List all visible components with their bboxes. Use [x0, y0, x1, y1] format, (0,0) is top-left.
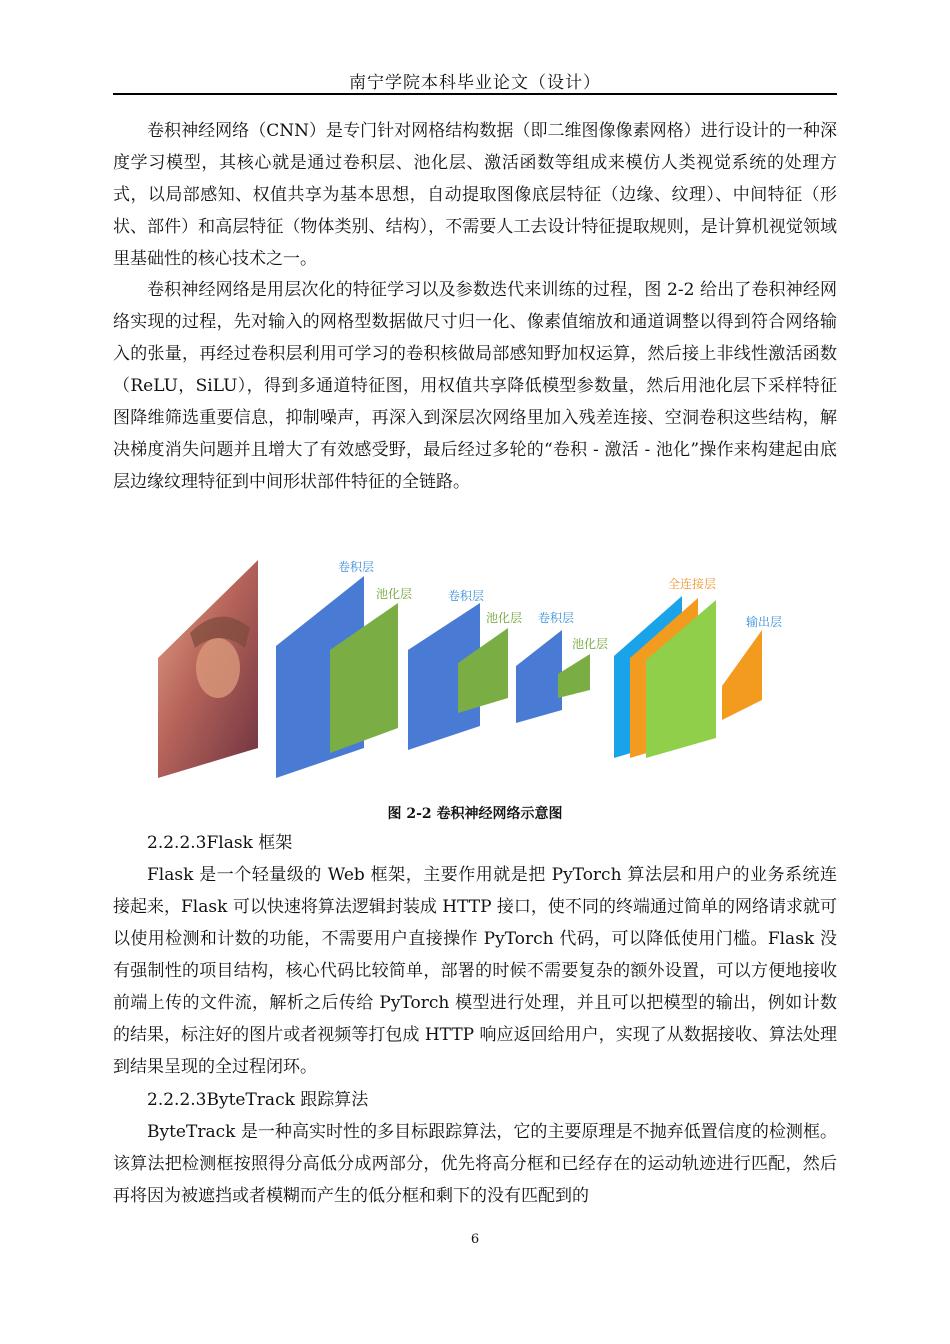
paragraph-bytetrack: ByteTrack 是一种高实时性的多目标跟踪算法，它的主要原理是不抛弃低置信度的检测框。该算法把检测框按照得分高低分成两部分，优先将高分框和已经存在的运动轨迹进行匹配，然后再将因为被遮挡或者模糊而产生的低分框和剩下的没有匹配到的	[113, 1122, 837, 1206]
section-heading-flask: 2.2.2.3Flask 框架	[147, 833, 293, 853]
paragraph-flask: Flask 是一个轻量级的 Web 框架，主要作用就是把 PyTorch 算法层和用户的业务系统连接起来，Flask 可以快速将算法逻辑封装成 HTTP 接口，使不同的终端通过简单的网络请求就可以使用检测和计数的功能，不需要用户直接操作 PyTorch 代码，可以降低使用门槛。Flask 没有强制性的项目结构，核心代码比较简单，部署的时候不需要复杂的额外设置，可以方便地接收前端上传的文件流，解析之后传给 PyTorch 模型进行处理，并且可以把模型的输出，例如计数的结果，标注好的图片或者视频等打包成 HTTP 响应返回给用户，实现了从数据接收、算法处理到结果呈现的全过程闭环。	[113, 865, 837, 1077]
output-layer	[722, 630, 762, 720]
input-image	[158, 560, 258, 778]
label-pool2: 池化层	[486, 611, 523, 625]
label-pool3: 池化层	[572, 637, 609, 651]
conv-layer-3	[516, 630, 562, 723]
paragraph-cnn-process: 卷积神经网络是用层次化的特征学习以及参数迭代来训练的过程，图 2-2 给出了卷积神经网络实现的过程，先对输入的网格型数据做尺寸归一化、像素值缩放和通道调整以得到符合网络输入的张量，再经过卷积层利用可学习的卷积核做局部感知野加权运算，然后接上非线性激活函数（ReLU，SiLU），得到多通道特征图，用权值共享降低模型参数量，然后用池化层下采样特征图降维筛选重要信息，抑制噪声，再深入到深层次网络里加入残差连接、空洞卷积这些结构，解决梯度消失问题并且增大了有效感受野，最后经过多轮的“卷积 - 激活 - 池化”操作来构建起由底层边缘纹理特征到中间形状部件特征的全链路。	[113, 280, 837, 492]
cnn-diagram	[150, 548, 800, 788]
page-number: 6	[470, 1232, 480, 1247]
label-conv1: 卷积层	[338, 560, 375, 574]
pool-layer-3	[558, 654, 590, 698]
paragraph-cnn-intro: 卷积神经网络（CNN）是专门针对网格结构数据（即二维图像像素网格）进行设计的一种深度学习模型，其核心就是通过卷积层、池化层、激活函数等组成来模仿人类视觉系统的处理方式，以局部感知、权值共享为基本思想，自动提取图像底层特征（边缘、纹理）、中间特征（形状、部件）和高层特征（物体类别、结构），不需要人工去设计特征提取规则，是计算机视觉领域里基础性的核心技术之一。	[113, 121, 837, 269]
label-output: 输出层	[746, 615, 783, 629]
label-fc: 全连接层	[668, 577, 717, 591]
label-conv2: 卷积层	[448, 589, 485, 603]
section-heading-bytetrack: 2.2.2.3ByteTrack 跟踪算法	[147, 1090, 369, 1110]
page-header-title: 南宁学院本科毕业论文（设计）	[349, 73, 601, 93]
header-rule	[113, 93, 837, 95]
label-conv3: 卷积层	[538, 611, 575, 625]
label-pool1: 池化层	[376, 587, 413, 601]
figure-caption: 图 2-2 卷积神经网络示意图	[387, 806, 563, 822]
